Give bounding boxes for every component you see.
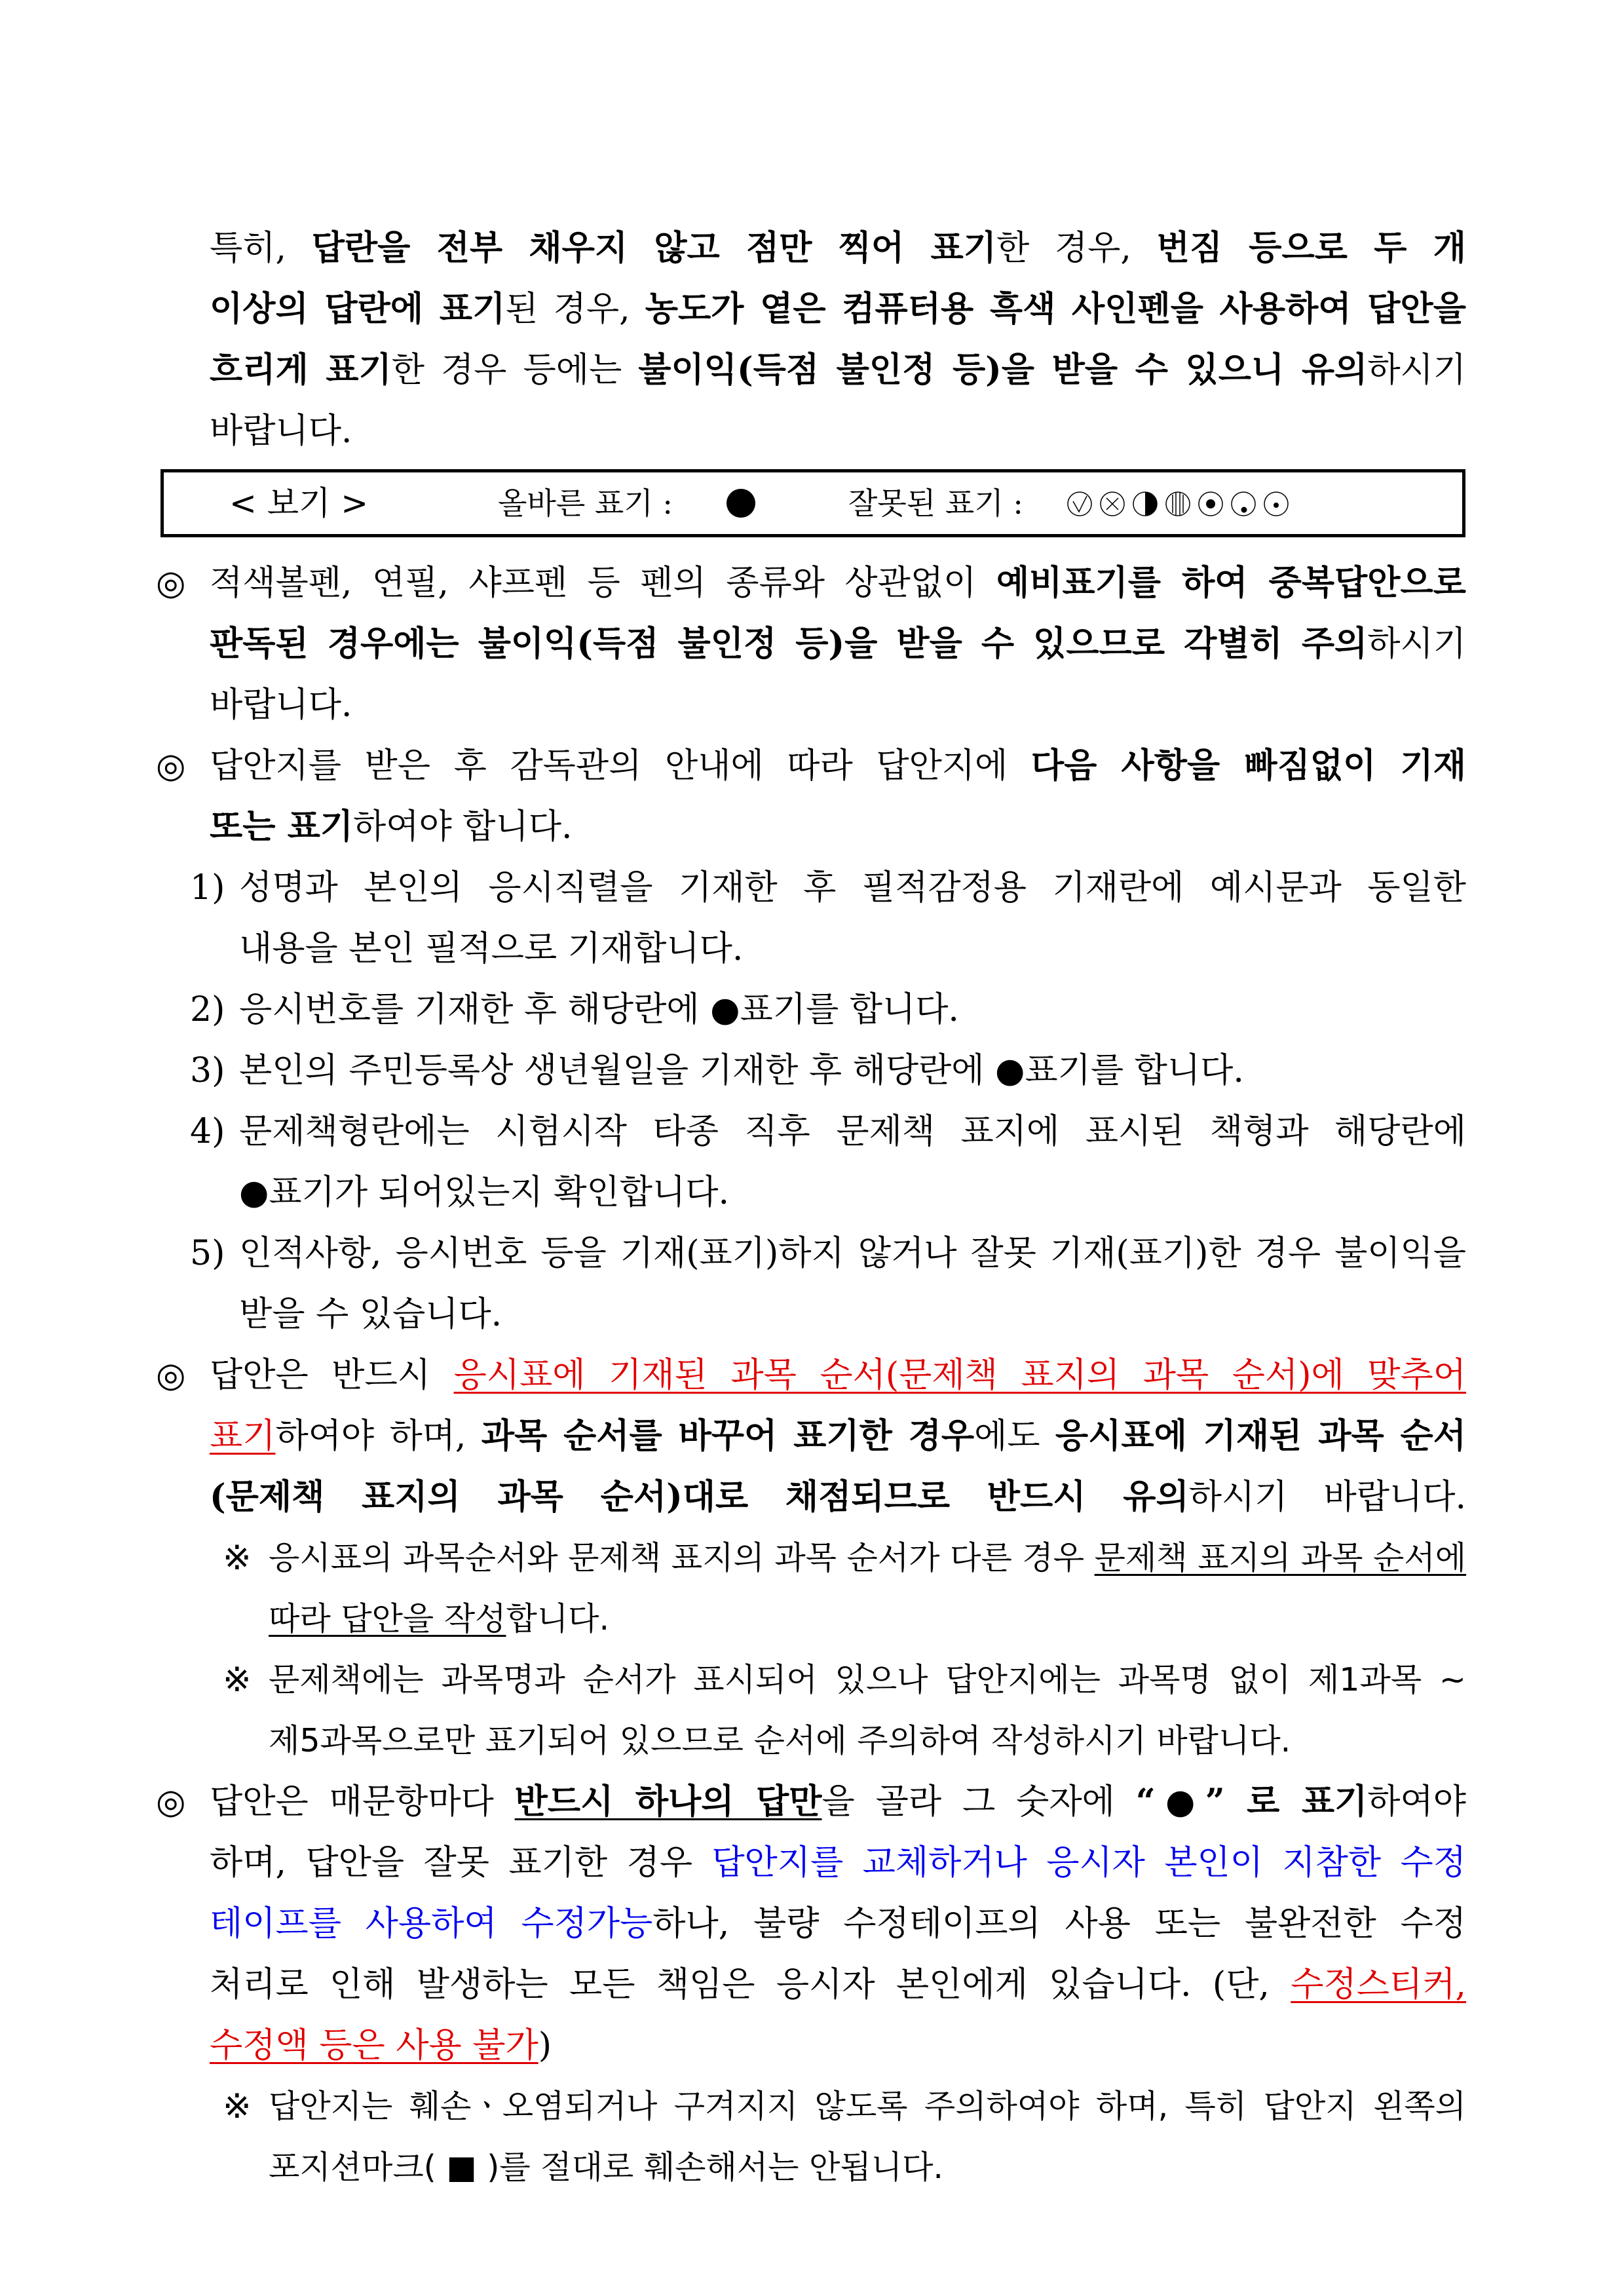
item3-line1: 본인의 주민등록상 생년월일을 기재한 후 해당란에 ●표기를 합니다. [239, 1051, 1244, 1090]
correct-mark-label: 올바른 표기 : [498, 486, 673, 521]
bullet1-mark: ◎ [156, 564, 186, 603]
item5-line1: 인적사항, 응시번호 등을 기재(표기)하지 않거나 잘못 기재(표기)한 경우 불이익을 [239, 1234, 1466, 1273]
bullet2-mark: ◎ [156, 746, 186, 786]
item1-line1: 성명과 본인의 응시직렬을 기재한 후 필적감정용 기재란에 예시문과 동일한 [239, 868, 1466, 908]
bullet4-note-line2: 포지션마크( ■ )를 절대로 훼손해서는 안됩니다. [269, 2149, 943, 2186]
bullet4-note-line1: 답안지는 훼손ㆍ오염되거나 구겨지지 않도록 주의하여야 하며, 특히 답안지 왼쪽의 [269, 2088, 1466, 2125]
item2-line1: 응시번호를 기재한 후 해당란에 ●표기를 합니다. [239, 990, 959, 1029]
para1-line4: 바랍니다. [210, 411, 352, 451]
bullet2-line1: 답안지를 받은 후 감독관의 안내에 따라 답안지에 다음 사항을 빠짐없이 기재 [210, 746, 1466, 786]
bullet4-mark: ◎ [156, 1782, 186, 1822]
para1-line1: 특히, 답란을 전부 채우지 않고 점만 찍어 표기한 경우, 번짐 등으로 두 개 [210, 228, 1466, 268]
filled-circle-icon [726, 488, 756, 518]
dot-bottom-circle-icon [1230, 491, 1256, 517]
bullet3-note2-line1: 문제책에는 과목명과 순서가 표시되어 있으나 답안지에는 과목명 없이 제1과목 ~ [269, 1661, 1466, 1698]
bullet1-line1: 적색볼펜, 연필, 샤프펜 등 펜의 종류와 상관없이 예비표기를 하여 중복답안으로 [210, 563, 1466, 603]
striped-circle-icon [1165, 491, 1191, 517]
bullet4-line2: 하며, 답안을 잘못 표기한 경우 답안지를 교체하거나 응시자 본인이 지참한 수정 [210, 1843, 1466, 1883]
bullet3-line2: 표기하여야 하며, 과목 순서를 바꾸어 표기한 경우에도 응시표에 기재된 과목 순서 [210, 1416, 1466, 1456]
example-label: < 보기 > [229, 484, 369, 522]
item4-line1: 문제책형란에는 시험시작 타종 직후 문제책 표지에 표시된 책형과 해당란에 [239, 1112, 1466, 1151]
item2-number: 2) [190, 990, 225, 1029]
bullet4-note-mark: ※ [223, 2087, 252, 2126]
item3-number: 3) [190, 1051, 225, 1090]
bullet2-line2: 또는 표기하여야 합니다. [210, 807, 573, 847]
bullet3-note1-line2: 따라 답안을 작성합니다. [269, 1600, 610, 1637]
bullet4-line5: 수정액 등은 사용 불가) [210, 2026, 552, 2065]
check-circle-icon [1067, 491, 1093, 517]
item5-line2: 받을 수 있습니다. [239, 1295, 502, 1334]
wrong-mark-label: 잘못된 표기 : [848, 486, 1023, 521]
bullet3-line3: (문제책 표지의 과목 순서)대로 채점되므로 반드시 유의하시기 바랍니다. [210, 1477, 1466, 1517]
x-circle-icon [1099, 491, 1125, 517]
para1-line3: 흐리게 표기한 경우 등에는 불이익(득점 불인정 등)을 받을 수 있으니 유의하시기 [210, 350, 1467, 390]
example-box [161, 469, 1465, 537]
item4-number: 4) [190, 1112, 225, 1151]
bullet3-note2-mark: ※ [223, 1660, 252, 1700]
half-circle-icon [1132, 491, 1158, 517]
item4-line2: ●표기가 되어있는지 확인합니다. [239, 1173, 729, 1212]
bullet3-mark: ◎ [156, 1356, 186, 1395]
dot-circle-icon [1198, 491, 1224, 517]
bullet3-note1-line1: 응시표의 과목순서와 문제책 표지의 과목 순서가 다른 경우 문제책 표지의 과목 순서에 [269, 1539, 1467, 1577]
item1-line2: 내용을 본인 필적으로 기재합니다. [239, 929, 744, 968]
bullet3-note2-line2: 제5과목으로만 표기되어 있으므로 순서에 주의하여 작성하시기 바랍니다. [269, 1722, 1291, 1759]
bullet3-note1-mark: ※ [223, 1539, 252, 1578]
bullet3-line1: 답안은 반드시 응시표에 기재된 과목 순서(문제책 표지의 과목 순서)에 맞추어 [210, 1356, 1466, 1395]
para1-line2: 이상의 답란에 표기된 경우, 농도가 옅은 컴퓨터용 흑색 사인펜을 사용하여 답안을 [210, 289, 1466, 329]
bullet1-line3: 바랍니다. [210, 685, 352, 725]
item1-number: 1) [190, 868, 225, 908]
bullet4-line3: 테이프를 사용하여 수정가능하나, 불량 수정테이프의 사용 또는 불완전한 수정 [210, 1904, 1466, 1943]
bullet4-line4: 처리로 인해 발생하는 모든 책임은 응시자 본인에게 있습니다. (단, 수정스티커, [210, 1965, 1466, 2004]
bullet1-line2: 판독된 경우에는 불이익(득점 불인정 등)을 받을 수 있으므로 각별히 주의하시기 [210, 624, 1466, 664]
bullet4-line1: 답안은 매문항마다 반드시 하나의 답만을 골라 그 숫자에 “●” 로 표기하여야 [210, 1782, 1466, 1822]
dot-small-circle-icon [1263, 491, 1289, 517]
item5-number: 5) [190, 1234, 225, 1273]
